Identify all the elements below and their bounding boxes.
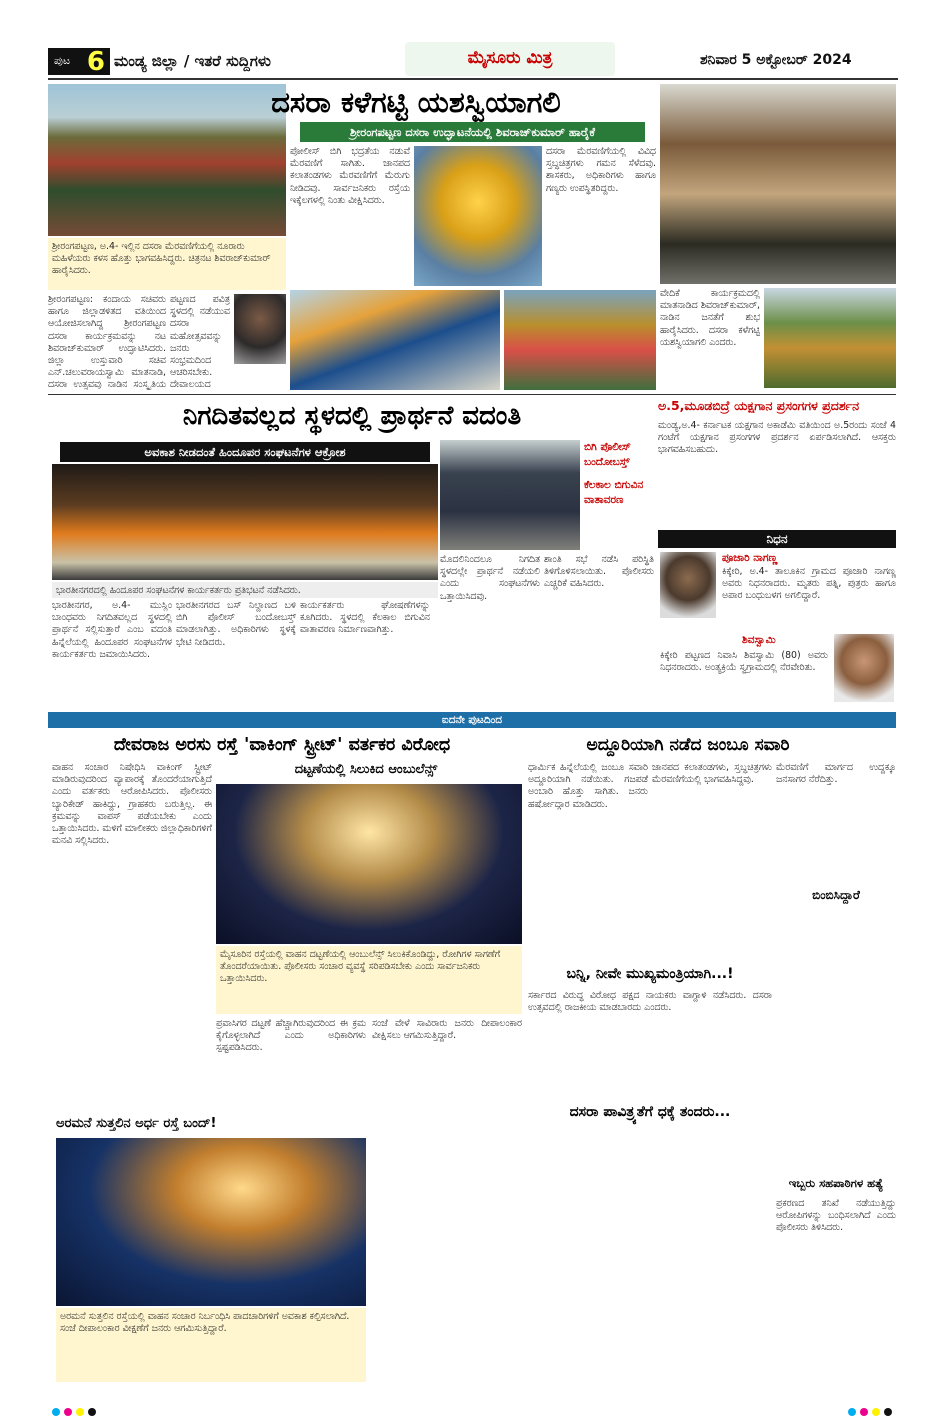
bullet-1: ಬಿಗಿ ಪೊಲೀಸ್ ಬಂದೋಬಸ್ತ್ [584,441,631,468]
protest-photo [52,464,438,580]
story4-column-1: ಧಾರ್ಮಿಕ ಹಿನ್ನೆಲೆಯಲ್ಲಿ ಜಂಬೂ ಸವಾರಿ ಅದ್ದೂರಿಯಾಗಿ ನಡೆಯಿತು. ಗಜಪಡೆ ಅಂಬಾರಿ ಹೊತ್ತು ಸಾಗಿತು. ಜನರು ಹರ್ಷೋದ್ಗಾರ ಮಾಡಿದರು. [528,762,648,810]
yellow-dot-right [872,1408,880,1416]
story4-column-3: ಮೆರವಣಿಗೆ ಮಾರ್ಗದ ಉದ್ದಕ್ಕೂ ಜನಸಾಗರ ನೆರೆದಿತ್ತು. [776,762,896,786]
deity-float-photo [764,288,896,388]
story4-subhead-3: ಇಬ್ಬರು ಸಹಪಾಠಿಗಳ ಹತ್ಯೆ [788,1176,884,1190]
black-dot [88,1408,96,1416]
magenta-dot [64,1408,72,1416]
story2-column-2: ಭಾರತೀನಗರದ ಬಸ್ ನಿಲ್ದಾಣದ ಬಳಿ ಬಿಗಿ ಪೊಲೀಸ್ ಬಂದೋಬಸ್ತ್ ಮಾಡಲಾಗಿತ್ತು. ಅಧಿಕಾರಿಗಳು ಸ್ಥಳಕ್ಕೆ ಭೇಟಿ ನೀಡಿದರು. [176,600,296,648]
story4-column-5: ಪ್ರಕರಣದ ತನಿಖೆ ನಡೆಯುತ್ತಿದ್ದು ಆರೋಪಿಗಳನ್ನು ಬಂಧಿಸಲಾಗಿದೆ ಎಂದು ಪೊಲೀಸರು ತಿಳಿಸಿದರು. [776,1198,896,1234]
story1-headline: ದಸರಾ ಕಳೆಗಟ್ಟಿ ಯಶಸ್ವಿಯಾಗಲಿ [271,85,561,119]
palace-headline: ಅರಮನೆ ಸುತ್ತಲಿನ ಅರ್ಧ ರಸ್ತೆ ಬಂದ್! [56,1116,217,1131]
yellow-dot [76,1408,84,1416]
palace-caption: ಅರಮನೆ ಸುತ್ತಲಿನ ರಸ್ತೆಯಲ್ಲಿ ವಾಹನ ಸಂಚಾರ ನಿರ್ಬಂಧಿಸಿ ಪಾದಚಾರಿಗಳಿಗೆ ಅವಕಾಶ ಕಲ್ಪಿಸಲಾಗಿದೆ. ಸಂಜೆ ದೀಪಾಲಂಕಾರ ವೀಕ್ಷಣೆಗೆ ಜನರು ಆಗಮಿಸುತ್ತಿದ್ದಾರೆ. [56,1308,366,1382]
obituary-text-2: ಕಿಕ್ಕೇರಿ ಪಟ್ಟಣದ ನಿವಾಸಿ ಶಿವಸ್ವಾಮಿ (80) ಅವರು ನಿಧನರಾದರು. ಅಂತ್ಯಕ್ರಿಯೆ ಸ್ವಗ್ರಾಮದಲ್ಲಿ ನೆರವೇರಿತು. [660,650,828,674]
obituary-name-1: ಪೂಜಾರಿ ನಾಗಣ್ಣ [722,552,778,564]
continued-from-banner: ಐದನೇ ಪುಟದಿಂದ [48,712,896,728]
cyan-dot-right [848,1408,856,1416]
black-dot-right [884,1408,892,1416]
cyan-dot [52,1408,60,1416]
police-bus-photo [440,440,580,550]
obituary-text-1: ಕಿಕ್ಕೇರಿ, ಅ.4- ತಾಲೂಕಿನ ಗ್ರಾಮದ ಪೂಜಾರಿ ನಾಗಣ್ಣ ಅವರು ನಿಧನರಾದರು. ಮೃತರು ಪತ್ನಿ, ಪುತ್ರರು ಹಾಗೂ ಅಪಾರ ಬಂಧುಬಳಗ ಅಗಲಿದ್ದಾರೆ. [722,566,896,602]
story4-subhead-1: ಬನ್ನಿ, ನೀವೇ ಮುಖ್ಯಮಂತ್ರಿಯಾಗಿ...! [566,966,734,982]
story2-column-4: ಮೊದಲಿನಿಂದಲೂ ನಿಗದಿತ ಸ್ಥಳದಲ್ಲೇ ಪ್ರಾರ್ಥನೆ ನಡೆಯಲಿ ಎಂದು ಸಂಘಟನೆಗಳು ಒತ್ತಾಯಿಸಿದವು. [440,554,540,602]
actor-portrait [234,294,286,364]
print-registration-marks [0,1400,945,1424]
story2-caption: ಭಾರತೀನಗರದಲ್ಲಿ ಹಿಂದೂಪರ ಸಂಘಟನೆಗಳ ಕಾರ್ಯಕರ್ತರು ಪ್ರತಿಭಟನೆ ನಡೆಸಿದರು. [52,582,438,598]
story4-subhead-2: ದಸರಾ ಪಾವಿತ್ರ್ಯತೆಗೆ ಧಕ್ಕೆ ತಂದರು... [569,1104,731,1120]
obituary-photo-2 [834,634,894,702]
ambulance-caption: ಮೈಸೂರಿನ ರಸ್ತೆಯಲ್ಲಿ ವಾಹನ ದಟ್ಟಣೆಯಲ್ಲಿ ಆಂಬುಲೆನ್ಸ್ ಸಿಲುಕಿಕೊಂಡಿದ್ದು, ರೋಗಿಗಳ ಸಾಗಣೆಗೆ ತೊಂದರೆಯಾಯಿತು. ಪೊಲೀಸರು ಸಂಚಾರ ವ್ಯವಸ್ಥೆ ಸರಿಪಡಿಸಬೇಕು ಎಂದು ಸಾರ್ವಜನಿಕರು ಒತ್ತಾಯಿಸಿದರು. [216,946,522,1014]
story1-column-3: ಪೋಲೀಸ್ ಬಿಗಿ ಭದ್ರತೆಯ ನಡುವೆ ಮೆರವಣಿಗೆ ಸಾಗಿತು. ಜಾನಪದ ಕಲಾತಂಡಗಳು ಮೆರವಣಿಗೆಗೆ ಮೆರುಗು ನೀಡಿದವು. ಸಾರ್ವಜನಿಕರು ರಸ್ತೆಯ ಇಕ್ಕೆಲಗಳಲ್ಲಿ ನಿಂತು ವೀಕ್ಷಿಸಿದರು. [290,146,410,206]
story1-caption: ಶ್ರೀರಂಗಪಟ್ಟಣ, ಅ.4- ಇಲ್ಲಿನ ದಸರಾ ಮೆರವಣಿಗೆಯಲ್ಲಿ ನೂರಾರು ಮಹಿಳೆಯರು ಕಳಸ ಹೊತ್ತು ಭಾಗವಹಿಸಿದ್ದರು. ಚಿತ್ರನಟ ಶಿವರಾಜ್‌ಕುಮಾರ್ ಹಾರೈಸಿದರು. [48,238,286,290]
story3-column-2: ಪ್ರವಾಸಿಗರ ದಟ್ಟಣೆ ಹೆಚ್ಚಾಗಿರುವುದರಿಂದ ಈ ಕ್ರಮ ಕೈಗೊಳ್ಳಲಾಗಿದೆ ಎಂದು ಅಧಿಕಾರಿಗಳು ಸ್ಪಷ್ಟಪಡಿಸಿದರು. [216,1018,366,1054]
drummers-photo [660,84,896,284]
story3-column-3: ಸಂಜೆ ವೇಳೆ ಸಾವಿರಾರು ಜನರು ದೀಪಾಲಂಕಾರ ವೀಕ್ಷಿಸಲು ಆಗಮಿಸುತ್ತಿದ್ದಾರೆ. [372,1018,522,1042]
story3-headline: ದೇವರಾಜ ಅರಸು ರಸ್ತೆ 'ವಾಕಿಂಗ್ ಸ್ಟ್ರೀಟ್' ವರ್ತಕರ ವಿರೋಧ [113,735,451,755]
story1-column-5: ವೇದಿಕೆ ಕಾರ್ಯಕ್ರಮದಲ್ಲಿ ಮಾತನಾಡಿದ ಶಿವರಾಜ್‌ಕುಮಾರ್, ನಾಡಿನ ಜನತೆಗೆ ಶುಭ ಹಾರೈಸಿದರು. ದಸರಾ ಕಳೆಗಟ್ಟಿ ಯಶಸ್ವಿಯಾಗಲಿ ಎಂದರು. [660,288,760,348]
magenta-dot-right [860,1408,868,1416]
story2-column-3: ಕಾರ್ಯಕರ್ತರು ಘೋಷಣೆಗಳನ್ನು ಕೂಗಿದರು. ಸ್ಥಳದಲ್ಲಿ ಕೆಲಕಾಲ ಬಿಗುವಿನ ವಾತಾವರಣ ನಿರ್ಮಾಣವಾಗಿತ್ತು. [300,600,430,636]
dateline: ಶನಿವಾರ 5 ಅಕ್ಟೋಬರ್ 2024 [700,52,852,68]
yakshagana-body: ಮಂಡ್ಯ,ಅ.4- ಕರ್ನಾಟಕ ಯಕ್ಷಗಾನ ಅಕಾಡೆಮಿ ವತಿಯಿಂದ ಅ.5ರಂದು ಸಂಜೆ 4 ಗಂಟೆಗೆ ಯಕ್ಷಗಾನ ಪ್ರಸಂಗಗಳ ಪ್ರದರ್ಶನ ಏರ್ಪಡಿಸಲಾಗಿದೆ. ಆಸಕ್ತರು ಭಾಗವಹಿಸಬಹುದು. [658,420,896,456]
ambulance-headline: ದಟ್ಟಣೆಯಲ್ಲಿ ಸಿಲುಕಿದ ಆಂಬುಲೆನ್ಸ್ [294,762,438,777]
obituary-photo-1 [660,552,716,618]
story1-subhead: ಶ್ರೀರಂಗಪಟ್ಟಣ ದಸರಾ ಉದ್ಘಾಟನೆಯಲ್ಲಿ ಶಿವರಾಜ್‌ಕುಮಾರ್ ಹಾರೈಕೆ [300,122,645,142]
story1-column-2: ಪಟ್ಟಣದ ಪವಿತ್ರ ಸ್ಥಳದಲ್ಲಿ ನಡೆಯುವ ದಸರಾ ಮಹೋತ್ಸವವನ್ನು ಜನರು ಸಂಭ್ರಮದಿಂದ ಆಚರಿಸಬೇಕು. ದೇವಾಲಯದ [170,294,230,390]
tower-float-photo [414,146,542,286]
page-number-badge [48,48,110,75]
tableau-photo [290,290,500,390]
story2-subhead: ಅವಕಾಶ ನೀಡದಂತೆ ಹಿಂದೂಪರ ಸಂಘಟನೆಗಳ ಆಕ್ರೋಶ [60,442,430,462]
yakshagana-headline: ಅ.5,ಮೂಡಬಿದ್ರೆ ಯಕ್ಷಗಾನ ಪ್ರಸಂಗಗಳ ಪ್ರದರ್ಶನ [658,398,860,413]
palace-road-photo [56,1138,366,1306]
story1-column-4: ದಸರಾ ಮೆರವಣಿಗೆಯಲ್ಲಿ ವಿವಿಧ ಸ್ತಬ್ಧಚಿತ್ರಗಳು ಗಮನ ಸೆಳೆದವು. ಶಾಸಕರು, ಅಧಿಕಾರಿಗಳು ಹಾಗೂ ಗಣ್ಯರು ಉಪಸ್ಥಿತರಿದ್ದರು. [546,146,656,194]
story3-column-1: ವಾಹನ ಸಂಚಾರ ನಿಷೇಧಿಸಿ ವಾಕಿಂಗ್ ಸ್ಟ್ರೀಟ್ ಮಾಡಿರುವುದರಿಂದ ವ್ಯಾಪಾರಕ್ಕೆ ತೊಂದರೆಯಾಗುತ್ತಿದೆ ಎಂದು ವರ್ತಕರು ಆರೋಪಿಸಿದರು. ಪೊಲೀಸರು ಬ್ಯಾರಿಕೇಡ್ ಹಾಕಿದ್ದು, ಗ್ರಾಹಕರು ಬರುತ್ತಿಲ್ಲ. ಈ ಕ್ರಮವನ್ನು ವಾಪಸ್ ಪಡೆಯಬೇಕು ಎಂದು ಒತ್ತಾಯಿಸಿದರು. ಮಳಿಗೆ ಮಾಲೀಕರು ಜಿಲ್ಲಾಧಿಕಾರಿಗಳಿಗೆ ಮನವಿ ಸಲ್ಲಿಸಿದರು. [52,762,212,847]
bullet-2: ಕೆಲಕಾಲ ಬಿಗುವಿನ ವಾತಾವರಣ [584,479,644,506]
obituary-title: ನಿಧನ [658,530,896,548]
story4-column-2: ಜಾನಪದ ಕಲಾತಂಡಗಳು, ಸ್ತಬ್ಧಚಿತ್ರಗಳು ಮೆರವಣಿಗೆಯಲ್ಲಿ ಭಾಗವಹಿಸಿದ್ದವು. [652,762,772,786]
story4-headline: ಅದ್ದೂರಿಯಾಗಿ ನಡೆದ ಜಂಬೂ ಸವಾರಿ [586,735,790,755]
story2-column-5: ಶಾಂತಿ ಸಭೆ ನಡೆಸಿ ಪರಿಸ್ಥಿತಿ ತಿಳಿಗೊಳಿಸಲಾಯಿತು. ಪೊಲೀಸರು ಎಚ್ಚರಿಕೆ ವಹಿಸಿದರು. [544,554,654,590]
ambulance-photo [216,784,522,944]
page-label: ಪುಟ [54,54,71,67]
header-rule [48,78,898,80]
section-title: ಮಂಡ್ಯ ಜಿಲ್ಲಾ / ಇತರೆ ಸುದ್ದಿಗಳು [114,52,271,70]
story2-headline: ನಿಗದಿತವಲ್ಲದ ಸ್ಥಳದಲ್ಲಿ ಪ್ರಾರ್ಥನೆ ವದಂತಿ [182,401,522,431]
story1-column-1: ಶ್ರೀರಂಗಪಟ್ಟಣ: ಕಂದಾಯ ಸಚಿವರು ಹಾಗೂ ಜಿಲ್ಲಾಡಳಿತದ ವತಿಯಿಂದ ಆಯೋಜಿಸಲಾಗಿದ್ದ ಶ್ರೀರಂಗಪಟ್ಟಣ ದಸರಾ ಕಾರ್ಯಕ್ರಮವನ್ನು ನಟ ಶಿವರಾಜ್‌ಕುಮಾರ್ ಉದ್ಘಾಟಿಸಿದರು. ಜಿಲ್ಲಾ ಉಸ್ತುವಾರಿ ಸಚಿವ ಎನ್.ಚಲುವರಾಯಸ್ವಾಮಿ ಮಾತನಾಡಿ, ದಸರಾ ಉತ್ಸವವು ನಾಡಿನ ಸಂಸ್ಕೃತಿಯ [48,294,166,390]
story4-box-heading: ಬಿಂಬಿಸಿದ್ದಾರೆ [812,888,860,902]
divider [48,394,896,395]
story2-bullets [584,440,654,550]
page-number: 6 [86,47,105,77]
flower-float-photo [504,290,656,390]
obituary-name-2: ಶಿವಸ್ವಾಮಿ [742,634,776,646]
story4-column-4: ಸರ್ಕಾರದ ವಿರುದ್ಧ ವಿರೋಧ ಪಕ್ಷದ ನಾಯಕರು ವಾಗ್ದಾಳಿ ನಡೆಸಿದರು. ದಸರಾ ಉತ್ಸವದಲ್ಲಿ ರಾಜಕೀಯ ಮಾಡಬಾರದು ಎಂದರು. [528,990,772,1014]
newspaper-name: ಮೈಸೂರು ಮಿತ್ರ [405,42,615,76]
story2-column-1: ಭಾರತೀನಗರ, ಅ.4- ಮುಸ್ಲಿಂ ಬಾಂಧವರು ನಿಗದಿತವಲ್ಲದ ಸ್ಥಳದಲ್ಲಿ ಪ್ರಾರ್ಥನೆ ಸಲ್ಲಿಸುತ್ತಾರೆ ಎಂಬ ವದಂತಿ ಹಿನ್ನೆಲೆಯಲ್ಲಿ ಹಿಂದೂಪರ ಸಂಘಟನೆಗಳ ಕಾರ್ಯಕರ್ತರು ಜಮಾಯಿಸಿದರು. [52,600,172,660]
